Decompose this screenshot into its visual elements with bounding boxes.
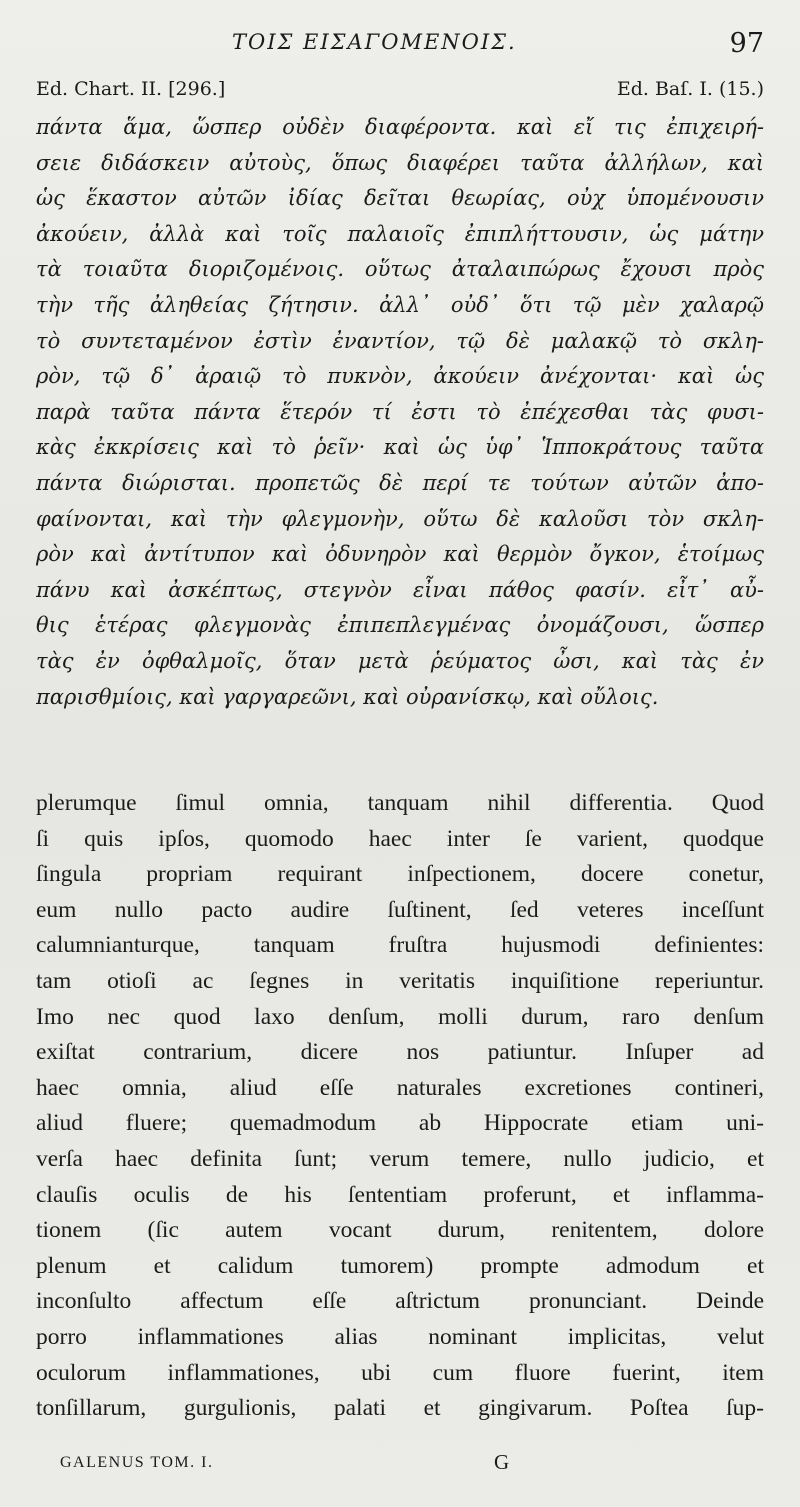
running-title: ΤΟΙΣ ΕΙΣΑΓΟΜΕΝΟΙΣ.	[232, 30, 517, 54]
volume-signature: GALENUS TOM. I.	[60, 1454, 214, 1471]
greek-text-block	[36, 110, 764, 715]
greek-line: παρισθμίοις, καὶ γαργαρεῶνι, καὶ οὐρανίσκῳ, καὶ οὔλοις.	[36, 684, 659, 709]
greek-line: κὰς ἐκκρίσεις καὶ τὸ ῥεῖν· καὶ ὡς ὑφ᾽ Ἱπποκράτους ταῦτα	[36, 435, 764, 460]
running-head	[0, 30, 800, 60]
greek-line: ρὸν, τῷ δ᾽ ἀραιῷ τὸ πυκνὸν, ἀκούειν ἀνέχονται· καὶ ὡς	[36, 364, 764, 389]
latin-line: eum nullo pacto audire ſuſtinent, ſed veteres inceſſunt	[36, 896, 764, 923]
latin-translation-block	[36, 786, 764, 1427]
latin-line: exiſtat contrarium, dicere nos patiuntur. Inſuper ad	[36, 1039, 764, 1066]
latin-line: tonſillarum, gurgulionis, palati et gingivarum. Poſtea ſup-	[36, 1395, 764, 1422]
greek-line: πάντα ἅμα, ὥσπερ οὐδὲν διαφέροντα. καὶ εἴ τις ἐπιχειρή-	[36, 115, 764, 139]
greek-line: ἀκούειν, ἀλλὰ καὶ τοῖς παλαιοῖς ἐπιπλήττουσιν, ὡς μάτην	[36, 221, 764, 246]
latin-line: ſi quis ipſos, quomodo haec inter ſe varient, quodque	[36, 825, 764, 852]
latin-line: Imo nec quod laxo denſum, molli durum, raro denſum	[36, 1003, 764, 1030]
greek-line: τὴν τῆς ἀληθείας ζήτησιν. ἀλλ᾽ οὐδ᾽ ὅτι τῷ μὲν χαλαρῷ	[36, 292, 764, 317]
edition-reference-line	[36, 78, 764, 104]
latin-line: inconſulto affectum eſſe aſtrictum pronunciant. Deinde	[36, 1288, 764, 1315]
greek-line: παρὰ ταῦτα πάντα ἕτερόν τί ἐστι τὸ ἐπέχεσθαι τὰς φυσι-	[36, 399, 764, 424]
greek-line: φαίνονται, καὶ τὴν φλεγμονὴν, οὕτω δὲ καλοῦσι τὸν σκλη-	[36, 506, 764, 531]
latin-line: oculorum inflammationes, ubi cum fluore fuerint, item	[36, 1359, 764, 1386]
greek-line: τὸ συντεταμένον ἐστὶν ἐναντίον, τῷ δὲ μαλακῷ τὸ σκλη-	[36, 328, 764, 353]
greek-line: τὰς ἐν ὀφθαλμοῖς, ὅταν μετὰ ῥεύματος ὦσι, καὶ τὰς ἐν	[36, 648, 764, 673]
latin-line: porro inflammationes alias nominant implicitas, velut	[36, 1323, 764, 1350]
latin-line: plerumque ſimul omnia, tanquam nihil differentia. Quod	[36, 790, 764, 816]
latin-line: plenum et calidum tumorem) prompte admodum et	[36, 1252, 764, 1279]
edition-basel-ref: Ed. Baſ. I. (15.)	[616, 78, 764, 100]
greek-line: ρὸν καὶ ἀντίτυπον καὶ ὀδυνηρὸν καὶ θερμὸν ὄγκον, ἑτοίμως	[36, 542, 764, 567]
latin-line: tionem (ſic autem vocant durum, renitentem, dolore	[36, 1217, 764, 1244]
greek-line: πάντα διώρισται. προπετῶς δὲ περί τε τούτων αὐτῶν ἀπο-	[36, 470, 764, 495]
gathering-mark: G	[494, 1450, 510, 1474]
latin-line: verſa haec definita ſunt; verum temere, nullo judicio, et	[36, 1145, 764, 1172]
greek-line: πάνυ καὶ ἀσκέπτως, στεγνὸν εἶναι πάθος φασίν. εἶτ᾽ αὖ-	[36, 577, 764, 602]
greek-line: τὰ τοιαῦτα διοριζομένοις. οὕτως ἀταλαιπώρως ἔχουσι πρὸς	[36, 257, 764, 282]
page-number: 97	[729, 28, 764, 59]
latin-line: tam otioſi ac ſegnes in veritatis inquiſitione reperiuntur.	[36, 967, 764, 994]
greek-line: ὡς ἕκαστον αὐτῶν ἰδίας δεῖται θεωρίας, οὐχ ὑπομένουσιν	[36, 186, 764, 211]
page-footer	[36, 1450, 764, 1480]
greek-line: θις ἑτέρας φλεγμονὰς ἐπιπεπλεγμένας ὀνομάζουσι, ὥσπερ	[36, 613, 764, 638]
latin-line: clauſis oculis de his ſententiam proferunt, et inflamma-	[36, 1181, 764, 1208]
latin-line: aliud fluere; quemadmodum ab Hippocrate etiam uni-	[36, 1110, 764, 1137]
latin-line: calumnianturque, tanquam fruſtra hujusmodi definientes:	[36, 932, 764, 959]
latin-line: haec omnia, aliud eſſe naturales excretiones contineri,	[36, 1074, 764, 1101]
latin-line: ſingula propriam requirant inſpectionem, docere conetur,	[36, 861, 764, 888]
edition-chartier-ref: Ed. Chart. II. [296.]	[36, 78, 226, 100]
greek-line: σειε διδάσκειν αὐτοὺς, ὅπως διαφέρει ταῦτα ἀλλήλων, καὶ	[36, 150, 764, 175]
